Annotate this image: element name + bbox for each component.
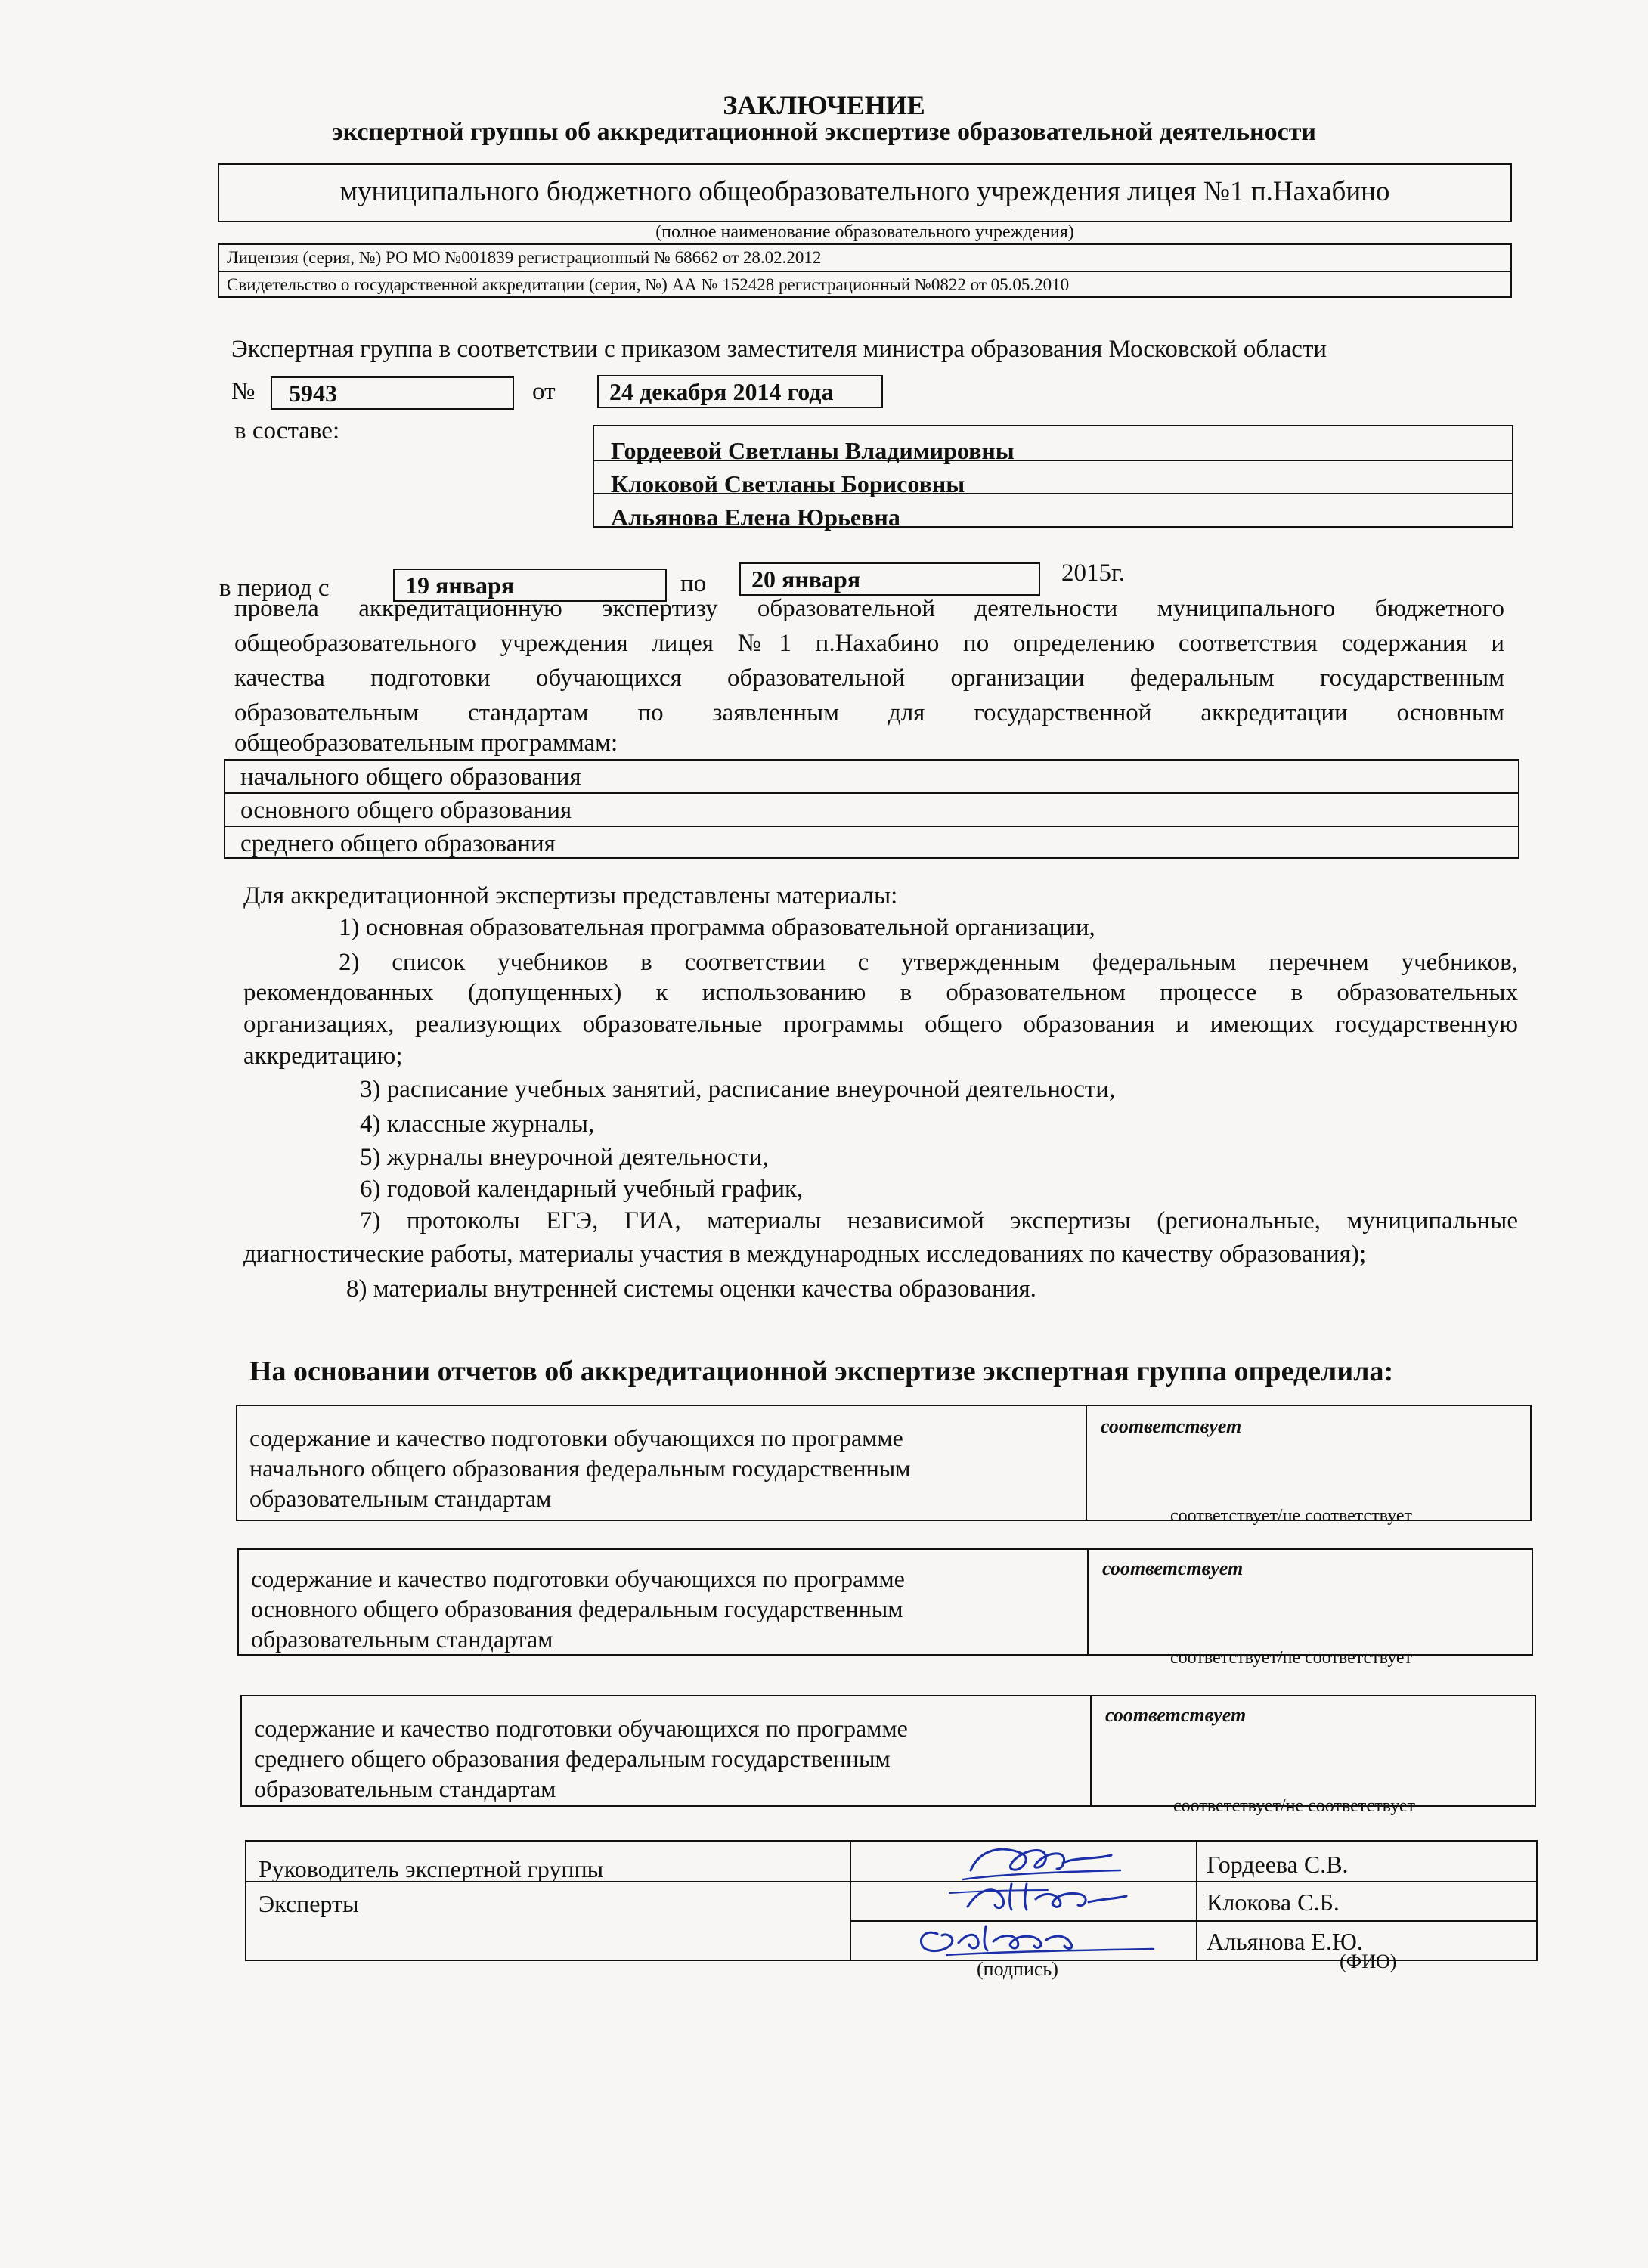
materials-item-8: 8) материалы внутренней системы оценки качества образования. xyxy=(346,1275,1036,1303)
programs-box xyxy=(224,759,1519,859)
period-line-3: качества подготовки обучающихся образовательной организации федеральным государственным xyxy=(234,665,1504,692)
materials-item-5: 5) журналы внеурочной деятельности, xyxy=(360,1144,769,1171)
conclusion-row-3-text-2: среднего общего образования федеральным государственным xyxy=(254,1745,891,1772)
composition-label: в составе: xyxy=(234,417,340,445)
period-line-5: общеобразовательным программам: xyxy=(234,730,618,757)
conclusion-row-2 xyxy=(237,1548,1533,1656)
period-to-label: по xyxy=(680,570,707,597)
conclusion-row-2-text-3: образовательным стандартам xyxy=(251,1625,553,1653)
signature-caption: (подпись) xyxy=(977,1958,1058,1980)
conclusion-row-2-text-2: основного общего образования федеральным государственным xyxy=(251,1595,903,1622)
materials-item-2-line-4: аккредитацию; xyxy=(243,1043,403,1070)
leader-label: Руководитель экспертной группы xyxy=(259,1855,604,1882)
license-box xyxy=(218,243,1512,298)
conclusion-row-3 xyxy=(240,1695,1536,1807)
order-intro: Экспертная группа в соответствии с приказом заместителя министра образования Московской области xyxy=(231,336,1327,363)
period-from: 19 января xyxy=(405,572,515,599)
period-from-label: в период с xyxy=(219,575,330,602)
members-box xyxy=(593,425,1513,531)
order-number: 5943 xyxy=(289,380,337,407)
signer-name-2: Клокова С.Б. xyxy=(1207,1888,1340,1916)
member-1: Гордеевой Светланы Владимировны xyxy=(611,437,1015,464)
materials-item-7-line-1: 7) протоколы ЕГЭ, ГИА, материалы независимой экспертизы (региональные, муниципальные xyxy=(360,1207,1518,1235)
program-3: среднего общего образования xyxy=(240,830,556,857)
signer-name-1: Гордеева С.В. xyxy=(1207,1851,1349,1878)
conclusion-row-2-caption: соответствует/не соответствует xyxy=(1170,1648,1413,1668)
conclusion-row-3-result: соответствует xyxy=(1105,1704,1247,1726)
program-1: начального общего образования xyxy=(240,764,581,791)
program-2: основного общего образования xyxy=(240,797,572,824)
institution-caption: (полное наименование образовательного учреждения) xyxy=(655,222,1074,242)
conclusion-row-1-text-3: образовательным стандартам xyxy=(249,1485,552,1512)
period-to: 20 января xyxy=(751,565,861,593)
name-caption: (ФИО) xyxy=(1340,1950,1397,1972)
signature-2 xyxy=(942,1876,1138,1922)
order-number-label: № xyxy=(231,378,256,405)
period-year: 2015г. xyxy=(1061,559,1126,587)
signer-name-3: Альянова Е.Ю. xyxy=(1207,1928,1363,1955)
materials-item-6: 6) годовой календарный учебный график, xyxy=(360,1176,804,1203)
period-line-1: провела аккредитационную экспертизу образовательной деятельности муниципального бюджетного xyxy=(234,595,1504,622)
signature-3 xyxy=(904,1917,1161,1963)
materials-item-7-line-2: диагностические работы, материалы участия в международных исследованиях по качеству образования); xyxy=(243,1241,1367,1268)
order-number-box xyxy=(271,376,514,410)
experts-label: Эксперты xyxy=(259,1890,359,1917)
certificate-text: Свидетельство о государственной аккредитации (серия, №) АА № 152428 регистрационный №0822 от 05.05.2010 xyxy=(227,275,1070,294)
institution-name: муниципального бюджетного общеобразовательного учреждения лицея №1 п.Нахабино xyxy=(339,176,1390,207)
materials-item-4: 4) классные журналы, xyxy=(360,1111,595,1138)
document-subtitle: экспертной группы об аккредитационной экспертизе образовательной деятельности xyxy=(331,118,1316,146)
materials-item-2-line-1: 2) список учебников в соответствии с утвержденным федеральным перечнем учебников, xyxy=(339,949,1518,976)
order-date-label: от xyxy=(532,378,556,405)
conclusion-row-3-caption: соответствует/не соответствует xyxy=(1173,1796,1416,1816)
order-date: 24 декабря 2014 года xyxy=(609,378,834,405)
conclusion-row-1-caption: соответствует/не соответствует xyxy=(1170,1506,1413,1526)
materials-item-2-line-2: рекомендованных (допущенных) к использованию в образовательном процессе в образовательных xyxy=(243,979,1518,1006)
institution-name-box xyxy=(218,163,1512,222)
license-text: Лицензия (серия, №) РО МО №001839 регистрационный № 68662 от 28.02.2012 xyxy=(227,248,822,267)
conclusion-row-1-text-1: содержание и качество подготовки обучающихся по программе xyxy=(249,1424,903,1452)
materials-item-2-line-3: организациях, реализующих образовательные программы общего образования и имеющих государственную xyxy=(243,1011,1518,1038)
conclusion-row-1 xyxy=(236,1405,1532,1521)
conclusion-row-2-result: соответствует xyxy=(1102,1557,1244,1579)
order-date-box xyxy=(597,375,883,408)
materials-item-1: 1) основная образовательная программа образовательной организации, xyxy=(339,914,1095,941)
materials-item-3: 3) расписание учебных занятий, расписание внеурочной деятельности, xyxy=(360,1076,1116,1103)
conclusion-row-3-text-3: образовательным стандартам xyxy=(254,1775,556,1802)
document-title: ЗАКЛЮЧЕНИЕ xyxy=(723,90,925,120)
member-3: Альянова Елена Юрьевна xyxy=(611,503,900,531)
conclusion-row-2-text-1: содержание и качество подготовки обучающихся по программе xyxy=(251,1565,905,1592)
member-2: Клоковой Светланы Борисовны xyxy=(611,470,965,497)
conclusion-heading: На основании отчетов об аккредитационной экспертизе экспертная группа определила: xyxy=(249,1356,1394,1387)
signatures-table xyxy=(245,1840,1538,1961)
period-line-4: образовательным стандартам по заявленным для государственной аккредитации основным xyxy=(234,699,1504,727)
conclusion-row-3-text-1: содержание и качество подготовки обучающихся по программе xyxy=(254,1715,908,1742)
materials-intro: Для аккредитационной экспертизы представлены материалы: xyxy=(243,882,898,909)
conclusion-row-1-result: соответствует xyxy=(1101,1415,1242,1437)
conclusion-row-1-text-2: начального общего образования федеральным государственным xyxy=(249,1455,911,1482)
period-line-2: общеобразовательного учреждения лицея №1 п.Нахабино по определению соответствия содержания и xyxy=(234,630,1504,657)
